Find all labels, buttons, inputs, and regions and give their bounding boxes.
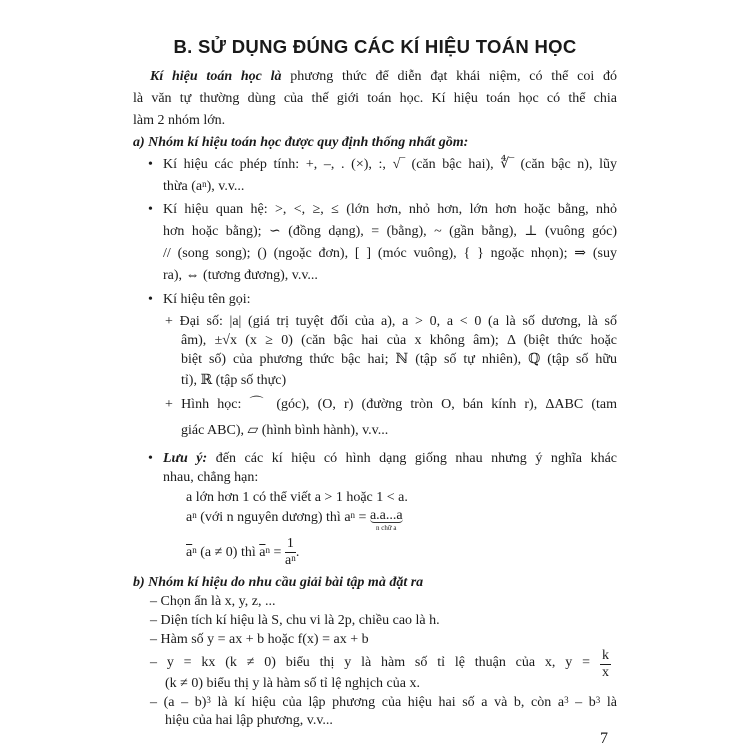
bullet-icon: • bbox=[148, 157, 153, 172]
bullet2-line2: hơn hoặc bằng); ∽ (đồng dạng), = (bằng), ~ (gần bằng), ⊥ (vuông góc) bbox=[163, 224, 617, 239]
numerator: 1 bbox=[286, 536, 294, 552]
superscript: n bbox=[202, 179, 207, 189]
text: (với n nguyên dương) thì a bbox=[196, 510, 351, 525]
note-line1 bbox=[163, 450, 617, 468]
algebra-line2: âm), ±√x (x ≥ 0) (căn bậc hai của x không âm); Δ (biệt thức hoặc bbox=[181, 333, 617, 348]
text: ), v.v... bbox=[206, 179, 245, 194]
superscript: 3 bbox=[564, 695, 569, 705]
page-number: 7 bbox=[600, 730, 608, 747]
text: a bbox=[285, 553, 292, 569]
fraction bbox=[285, 536, 296, 569]
note-lead: Lưu ý: bbox=[163, 451, 208, 466]
denominator bbox=[285, 553, 296, 569]
section-b-item-4-line1: – y = kx (k ≠ 0) biểu thị y là hàm số tỉ lệ thuận của x, y = bbox=[150, 655, 590, 670]
denominator: x bbox=[602, 665, 609, 680]
text: $\overline{a}$ bbox=[186, 545, 193, 560]
superscript: 3 bbox=[595, 695, 601, 705]
note-example-3 bbox=[186, 536, 299, 570]
section-b-item-4-line2: (k ≠ 0) biểu thị y là hàm số tỉ lệ nghịch của x. bbox=[165, 676, 420, 691]
text: (a ≠ 0) thì bbox=[196, 545, 260, 560]
algebra-line3: biệt số) của phương thức bậc hai; ℕ (tập số tự nhiên), ℚ (tập số hữu bbox=[181, 352, 617, 367]
underbrace-label: n chữ a bbox=[376, 524, 397, 532]
bullet-icon: • bbox=[148, 451, 153, 466]
bullet2-line3: // (song song); () (ngoặc đơn), [ ] (móc vuông), { } ngoặc nhọn); ⇒ (suy bbox=[163, 246, 617, 261]
note-line2: nhau, chẳng hạn: bbox=[163, 470, 259, 485]
fraction bbox=[600, 648, 611, 681]
intro-line-3: làm 2 nhóm lớn. bbox=[133, 113, 226, 128]
section-b-item-3: – Hàm số y = ax + b hoặc f(x) = ax + b bbox=[150, 632, 369, 647]
section-b-item-5-line1 bbox=[150, 694, 617, 712]
algebra-line1: + Đại số: |a| (giá trị tuyệt đối của a), a > 0, a < 0 (a là số dương, là số bbox=[165, 314, 617, 329]
text: – b bbox=[568, 695, 596, 710]
text: thừa (a bbox=[163, 179, 203, 194]
superscript: n bbox=[192, 545, 197, 555]
text: là kí hiệu của lập phương của hiệu hai số a và b, còn a bbox=[210, 695, 565, 710]
bullet2-line1: Kí hiệu quan hệ: >, <, ≥, ≤ (lớn hơn, nhỏ hơn, lớn hơn hoặc bằng, nhỏ bbox=[163, 202, 617, 217]
underbrace bbox=[370, 509, 403, 533]
superscript: n bbox=[192, 510, 197, 520]
bullet1-line1: Kí hiệu các phép tính: +, –, . (×), :, √‾ (căn bậc hai), ∜‾ (căn bậc n), lũy bbox=[163, 157, 617, 172]
algebra-line4: tỉ), ℝ (tập số thực) bbox=[181, 373, 287, 388]
superscript: n bbox=[350, 510, 356, 520]
section-a-heading: a) Nhóm kí hiệu toán học được quy định thống nhất gồm: bbox=[133, 135, 469, 150]
text: a bbox=[186, 510, 193, 525]
note-example-2 bbox=[186, 509, 403, 533]
section-b-heading: b) Nhóm kí hiệu do nhu cầu giải bài tập mà đặt ra bbox=[133, 575, 424, 590]
text: – (a – b) bbox=[150, 695, 207, 710]
numerator: k bbox=[602, 648, 609, 663]
text: đến các kí hiệu có hình dạng giống nhau nhưng ý nghĩa khác bbox=[215, 451, 618, 466]
bullet1-line2 bbox=[163, 178, 244, 196]
superscript: 3 bbox=[206, 695, 211, 705]
geometry-line2: giác ABC), ▱ (hình bình hành), v.v... bbox=[181, 423, 389, 438]
text: = bbox=[269, 545, 285, 560]
text: là bbox=[600, 695, 617, 710]
fraction-k-over-x bbox=[600, 648, 611, 681]
note-example-1: a lớn hơn 1 có thể viết a > 1 hoặc 1 < a. bbox=[186, 490, 408, 505]
superscript: n bbox=[291, 553, 296, 564]
section-b-item-2: – Diện tích kí hiệu là S, chu vi là 2p, chiều cao là h. bbox=[150, 613, 440, 628]
bullet2-line4: ra), ⇔ (tương đương), v.v... bbox=[163, 268, 318, 283]
bullet-icon: • bbox=[148, 202, 153, 217]
text: . bbox=[295, 545, 300, 560]
bullet3-label: Kí hiệu tên gọi: bbox=[163, 292, 251, 307]
intro-line-2: là văn tự thường dùng của thế giới toán học. Kí hiệu toán học có thể chia bbox=[133, 91, 617, 106]
page-title: B. SỬ DỤNG ĐÚNG CÁC KÍ HIỆU TOÁN HỌC bbox=[173, 36, 577, 57]
superscript: n bbox=[265, 545, 270, 555]
section-b-item-5-line2: hiệu của hai lập phương, v.v... bbox=[165, 713, 333, 728]
intro-line-1 bbox=[150, 68, 617, 86]
text: = bbox=[355, 510, 370, 525]
intro-text: phương thức để diễn đạt khái niệm, có thể coi đó bbox=[290, 69, 618, 84]
text: $\overline{a}$ bbox=[259, 545, 266, 560]
bullet-icon: • bbox=[148, 292, 153, 307]
intro-lead: Kí hiệu toán học là bbox=[150, 69, 282, 84]
product: a.a...a bbox=[369, 508, 403, 523]
section-b-item-1: – Chọn ẩn là x, y, z, ... bbox=[150, 594, 276, 609]
geometry-line1: + Hình học: ⌒ (góc), (O, r) (đường tròn O, bán kính r), ΔABC (tam bbox=[165, 397, 617, 412]
